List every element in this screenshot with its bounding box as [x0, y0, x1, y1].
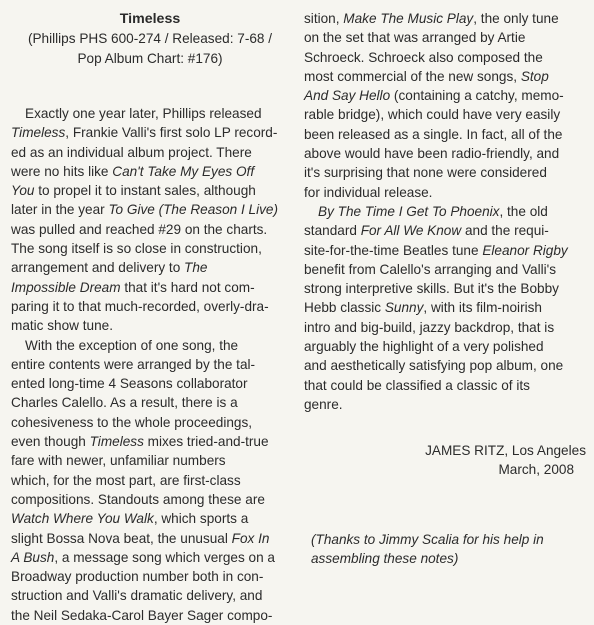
text-run: paring it to that much-recorded, overly-dra-	[11, 298, 269, 314]
text-line	[304, 125, 586, 144]
text-run: on the set that was arranged by Artie	[304, 30, 526, 46]
text-line	[11, 278, 289, 297]
song-title: Eleanor Rigby	[482, 242, 568, 258]
text-run: , the old	[499, 203, 548, 219]
song-title: Fox In	[231, 530, 270, 546]
text-run: it's surprising that none were considered	[304, 165, 547, 181]
text-line	[11, 123, 289, 142]
song-title: You	[11, 183, 35, 199]
text-run: strong interpretive skills. But it's the Bobby	[304, 281, 559, 297]
text-run: was pulled and reached #29 on the charts.	[11, 221, 268, 237]
text-run: , a message song which verges on a	[54, 549, 275, 565]
text-line	[304, 298, 586, 317]
text-run: Broadway production number both in con-	[11, 569, 264, 585]
text-run: cohesiveness to the whole proceedings,	[11, 414, 253, 430]
text-line	[11, 355, 289, 374]
signature-date: March, 2008	[498, 462, 574, 478]
signature	[304, 441, 586, 480]
text-line	[304, 318, 586, 337]
text-line	[11, 586, 289, 605]
song-title: Stop	[520, 68, 549, 84]
text-line	[304, 337, 586, 356]
text-line	[11, 181, 289, 200]
text-run: genre.	[304, 396, 343, 412]
text-line	[304, 395, 586, 414]
text-run: and the requi-	[461, 223, 549, 239]
album-title: Timeless	[119, 11, 181, 27]
text-run: arguably the highlight of a very polished	[304, 339, 544, 355]
text-line	[304, 9, 586, 28]
right-column-text	[304, 9, 586, 414]
text-run: slight Bossa Nova beat, the unusual	[11, 530, 232, 546]
text-run: site-for-the-time Beatles tune	[304, 242, 483, 258]
text-run: mixes tried-and-true	[143, 434, 269, 450]
text-line	[304, 163, 586, 182]
text-line	[11, 374, 289, 393]
text-line	[11, 104, 289, 123]
text-line	[11, 548, 289, 567]
text-run: compositions. Standouts among these are	[11, 491, 265, 507]
text-line	[304, 183, 586, 202]
text-run: were no hits like	[11, 163, 113, 179]
text-run: to propel it to instant sales, although	[34, 183, 256, 199]
text-run: and aesthetically satisfying pop album, one	[304, 358, 564, 374]
text-run: standard	[304, 223, 361, 239]
text-run: sition,	[304, 11, 344, 26]
text-run: arrangement and delivery to	[11, 260, 185, 276]
text-run: With the exception of one song, the	[25, 337, 239, 353]
text-run: The song itself is so close in construction,	[11, 241, 262, 257]
text-line	[304, 86, 586, 105]
song-title: Timeless	[11, 125, 66, 141]
text-line	[11, 220, 289, 239]
song-title: Impossible Dream	[11, 279, 121, 295]
signature-name: JAMES RITZ, Los Angeles	[425, 443, 586, 458]
text-run: intro and big-build, jazzy backdrop, that is	[304, 319, 555, 335]
text-line	[304, 356, 586, 375]
album-details	[11, 29, 289, 68]
text-line	[11, 258, 289, 277]
text-line	[11, 451, 289, 470]
text-line	[11, 606, 289, 625]
text-run: that it's hard not com-	[120, 279, 255, 295]
song-title: A Bush	[11, 549, 55, 565]
album-details-line: Pop Album Chart: #176)	[77, 50, 223, 66]
text-line	[304, 279, 586, 298]
text-line	[11, 239, 289, 258]
text-run: above would have been radio-friendly, and	[304, 146, 560, 162]
left-column	[11, 1, 289, 623]
text-run: , Frankie Valli's first solo LP record-	[65, 125, 278, 141]
text-line	[11, 143, 289, 162]
text-line	[304, 105, 586, 124]
song-title: The	[184, 260, 208, 276]
text-run: matic show tune.	[11, 318, 113, 334]
text-line	[304, 260, 586, 279]
text-line	[11, 336, 289, 355]
text-line	[11, 316, 289, 335]
text-run: , with its film-noirish	[423, 300, 542, 316]
text-line	[304, 221, 586, 240]
song-title: Can't Take My Eyes Off	[112, 163, 255, 179]
song-title: To Give (The Reason I Live)	[108, 202, 278, 218]
song-title: Make The Music Play	[343, 11, 474, 26]
text-line	[11, 297, 289, 316]
text-line	[304, 202, 586, 221]
text-line	[11, 200, 289, 219]
text-run: that could be classified a classic of its	[304, 377, 530, 393]
text-run: (containing a catchy, memo-	[390, 88, 564, 104]
song-title: Watch Where You Walk	[11, 511, 154, 527]
text-line	[11, 509, 289, 528]
text-run: benefit from Calello's arranging and Valli's	[304, 261, 557, 277]
text-line	[11, 471, 289, 490]
text-line	[11, 162, 289, 181]
text-run: struction and Valli's dramatic delivery, and	[11, 588, 263, 604]
text-run: ented long-time 4 Seasons collaborator	[11, 376, 248, 392]
text-run: ed as an individual album project. There	[11, 144, 252, 160]
text-line	[304, 376, 586, 395]
text-line	[304, 48, 586, 67]
text-run: later in the year	[11, 202, 109, 218]
song-title: And Say Hello	[304, 88, 391, 104]
text-run: the Neil Sedaka-Carol Bayer Sager compo-	[11, 607, 273, 623]
acknowledgement-line: (Thanks to Jimmy Scalia for his help in	[311, 532, 544, 547]
text-run: even though	[11, 434, 90, 450]
song-title: By The Time I Get To Phoenix	[318, 203, 500, 219]
text-line	[11, 413, 289, 432]
song-title: For All We Know	[360, 223, 462, 239]
text-line	[304, 28, 586, 47]
text-line	[304, 144, 586, 163]
acknowledgement-line: assembling these notes)	[311, 551, 459, 567]
text-line	[304, 67, 586, 86]
text-line	[304, 241, 586, 260]
text-run: , the only tune	[473, 11, 559, 26]
text-run: Schroeck. Schroeck also composed the	[304, 49, 543, 65]
text-run: for individual release.	[304, 184, 433, 200]
text-run: Charles Calello. As a result, there is a	[11, 395, 238, 411]
album-details-line: (Phillips PHS 600-274 / Released: 7-68 /	[27, 31, 273, 46]
text-line	[11, 490, 289, 509]
text-line	[11, 432, 289, 451]
text-run: which, for the most part, are first-class	[11, 472, 241, 488]
acknowledgement-note	[311, 530, 591, 569]
text-line	[11, 393, 289, 412]
left-column-text	[11, 104, 289, 625]
text-run: fare with newer, unfamiliar numbers	[11, 453, 226, 469]
text-run: most commercial of the new songs,	[304, 68, 521, 84]
song-title: Sunny	[384, 300, 424, 316]
text-run: , which sports a	[153, 511, 249, 527]
text-run: rable bridge), which could have very easily	[304, 107, 561, 123]
text-run: Hebb classic	[304, 300, 385, 316]
song-title: Timeless	[89, 434, 144, 450]
text-run: been released as a single. In fact, all of the	[304, 126, 563, 142]
text-run: entire contents were arranged by the tal-	[11, 356, 256, 372]
text-run: Exactly one year later, Phillips released	[25, 106, 262, 121]
text-line	[11, 567, 289, 586]
text-line	[11, 529, 289, 548]
